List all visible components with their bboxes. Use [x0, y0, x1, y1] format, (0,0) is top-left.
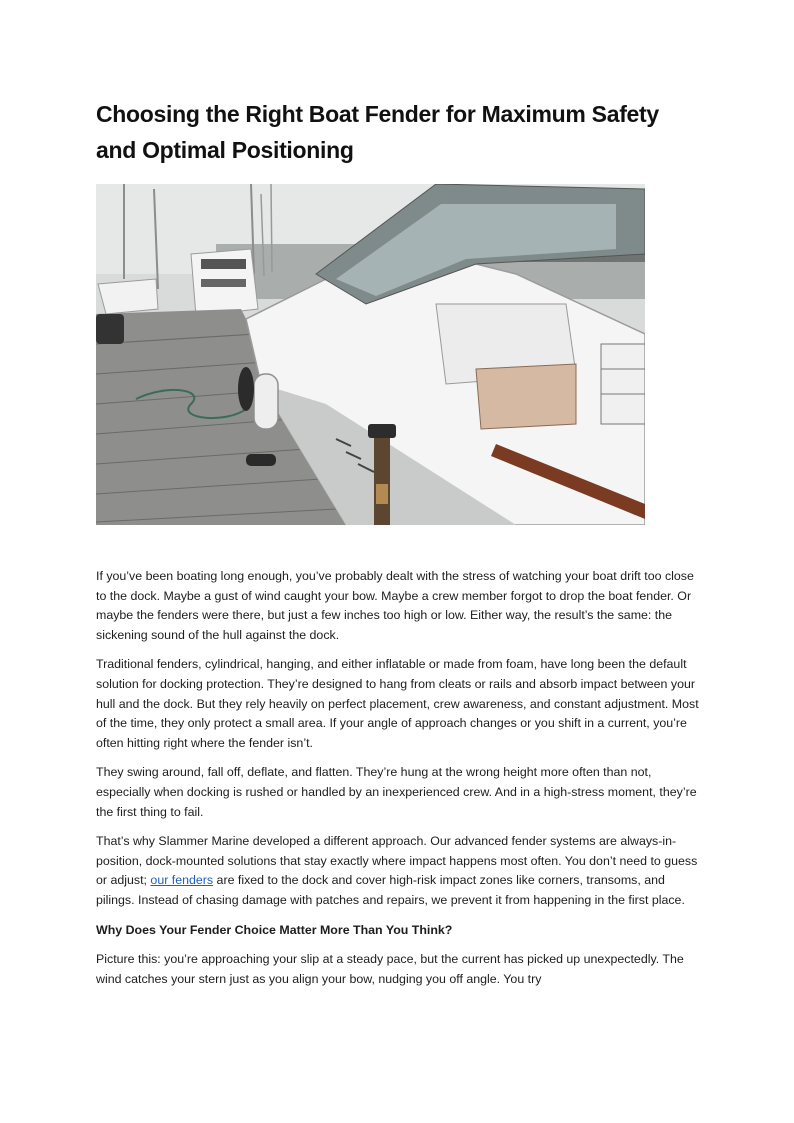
- section-heading: Why Does Your Fender Choice Matter More Than You Think?: [96, 922, 453, 937]
- paragraph: Picture this: you’re approaching your slip at a steady pace, but the current has picked up unexpectedly. The wind catches your stern just as you align your bow, nudging you off angle. You try: [96, 952, 684, 986]
- article-title: Choosing the Right Boat Fender for Maximum Safety and Optimal Positioning: [96, 101, 659, 163]
- paragraph: If you’ve been boating long enough, you’ve probably dealt with the stress of watching your boat drift too close to the dock. Maybe a gust of wind caught your bow. Maybe a crew member forgot to drop the boat fender. Or maybe the fenders were there, but just a few inches too high or low. Either way, the result’s the same: the sickening sound of the hull against the dock.: [96, 569, 694, 642]
- paragraph: Traditional fenders, cylindrical, hanging, and either inflatable or made from foam, have long been the default solution for docking protection. They’re designed to hang from cleats or rails and absorb impact between your hull and the dock. But they rely heavily on perfect placement, crew awareness, and constant adjustment. Most of the time, they only protect a small area. If your angle of approach changes or you shift in a current, you’re often hitting right where the fender isn’t.: [96, 657, 699, 750]
- our-fenders-link[interactable]: our fenders: [150, 873, 214, 888]
- boat-photo: [96, 184, 645, 525]
- article: [96, 96, 700, 999]
- paragraph: They swing around, fall off, deflate, and flatten. They’re hung at the wrong height more often than not, especially when docking is rushed or handled by an inexperienced crew. And in a high-stress moment, they’re the first thing to fail.: [96, 765, 697, 819]
- paragraph-text: That’s why Slammer Marine developed a different approach. Our advanced fender systems are always-in-position, dock-mounted solutions that stay exactly where impact happens most often. You don’t need to guess or adjust;: [96, 834, 698, 888]
- paragraph: [96, 832, 700, 910]
- article-body: [96, 567, 700, 989]
- paragraph-text: are fixed to the dock and cover high-risk impact zones like corners, transoms, and pilings. Instead of chasing damage with patches and repairs, we prevent it from happening in the first place.: [96, 873, 685, 907]
